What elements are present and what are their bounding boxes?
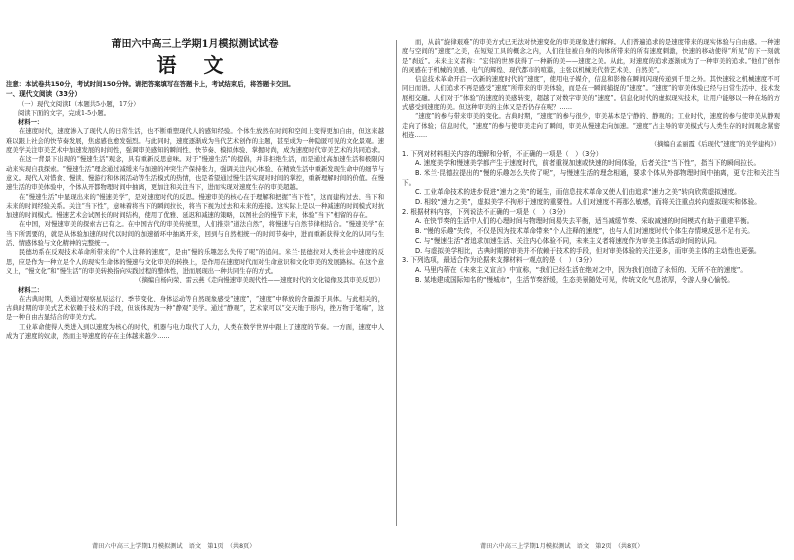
material-1-paragraph: 在这一背景下出现的“慢速生活”观念，具有重新反思意味。对于“慢速生活”的提倡，并非拒绝生活，而是通过高加速生活和极限闪动来实现自我探索。“慢速生活”理念通过减缓来与加速的冲突生产保持张力，强调关注内心体验、在精致生活中重新发现生命中的细节与意义。现代人对惜食、慢读、慢游行和休闲活动等生活模式的热情，也是希望通过慢生活实现对时间的掌控，重新理解时间的价值。在慢速生活的审美体验中，个体从开都物理时间中抽离，更加注和关注当下，进而实现对速度生存的审美超越。 bbox=[6, 156, 384, 192]
question-1-option: D. 相较“速力之美”，虚拟美学不拘形于速度的重要性。人们对速度不再那么敏感，而将关注重点转向虚拟现实和体验。 bbox=[415, 198, 761, 207]
question-3-stem: 3. 下列选项，最适合作为论据来支撑材料一观点的是（ ）（3分） bbox=[402, 256, 596, 265]
question-2-option: B. “慢的乐趣”失传，不仅是因为技术革命带来“个人注释的速度”，也与人们对速度时代个体生存情境反思不足有关。 bbox=[415, 227, 754, 236]
question-1-stem: 1. 下列对材料相关内容的理解和分析，不正确的一项是（ ）（3分） bbox=[402, 149, 603, 158]
material-1-paragraph: 在中国，对慢速审美的探索古已有之。在中国古代的审美传统里，人们推崇“道法自然”，将慢速与自然节律相结合。“慢速美学”在当下所需要的，就是从体验加速的时代以时间的加速循环中抽离开来，回到与自然相统一的时间节奏中，进而重新获得文化的认同与生活、情感体验与文化精神的完整统一。 bbox=[6, 221, 384, 248]
left-column bbox=[6, 38, 384, 524]
section-heading: 一、现代文阅读（33分） bbox=[6, 90, 82, 99]
subject-title: 语 文 bbox=[156, 53, 234, 77]
page-divider bbox=[396, 40, 397, 526]
question-1-option: A. 速度美学和慢速美学都产生于速度时代，前者重视加速或快速的时间体验，后者关注“当下性”，指当下的瞬间拉长。 bbox=[415, 159, 761, 168]
material-2-paragraph: 而，从前“旋律艰难”的审美方式已无法对快速变化的审美现象进行解释。人们普遍追求的是速度带来的现实体验与自由感。一种速度与空间的“速度”之美，在短短工具的概念之内，人们往往被自身的肉体所带来的所有速度刺激，快速的移动使得“所见”的下一刻就是“刹近”。未来主义者称：“宏伟的世界获得了一种新的美——速度之美。从此，对速度的追求逐渐成为了一种审美的追求。”他们“创作的灵感在于机械的美感、电气的辉煌、现代都市的喧嚣，主张以机械美代替艺术美、自然美”。 bbox=[402, 39, 780, 74]
question-3-option: B. 某地建成国际知名的“慢城市”，生活节奏舒缓，生态美景随处可见，传统文化气息浓厚，令游人身心愉悦。 bbox=[415, 275, 734, 284]
question-2-option: C. 与“慢速生活”者追求加速生活、关注内心体验不同，未来主义者将速度作为审美主体活动时间的认同。 bbox=[415, 236, 721, 245]
material-1-source: （摘编自杨向荣、雷云燕《走向慢速审美现代性——速度时代的文化镜像及其审美反思》） bbox=[135, 277, 384, 285]
question-1-option: C. 工业革命技术的进步促进“速力之美”的诞生，而信息技术革命又使人们由追求“速力之美”转向欣赏虚拟速度。 bbox=[415, 188, 741, 197]
footer-right: 莆田六中高三上学期1月模拟测试 语文 第2页 （共8页） bbox=[480, 543, 644, 550]
footer-left: 莆田六中高三上学期1月模拟测试 语文 第1页 （共8页） bbox=[92, 543, 256, 550]
question-1-option: B. 米兰·昆德拉提出的“慢的乐趣怎么失传了呢”，与慢速生活的理念相通，要求个体从外部物理时间中抽离，更专注和关注当下。 bbox=[402, 168, 780, 187]
subsection-heading: （一）现代文阅读Ⅰ（本题共5小题，17分） bbox=[18, 100, 140, 108]
question-2-stem: 2. 根据材料内容，下列说法不正确的一项是（ ）（3分） bbox=[402, 207, 570, 216]
question-2-option: D. 与虚拟美学相比，古典时期的审美并不依赖于技术的手段，但对审美体验的关注更多，而审美主体的主动性也更强。 bbox=[415, 246, 761, 255]
right-column bbox=[402, 38, 780, 524]
material-1-paragraph: 民德坊系在反观技术革命所带来的“个人注释的速度”，是由“慢的乐趣怎么失传了呢”的追问。米兰·昆德拉对人类社会中速度的反思，应是作为一种立足个人的现实生命体的慢速与文化审美的转换上，是作用在速度时代而对生命意识和文化审美的发展路标。在这个意义上，“慢文化”和“慢生活”的审美转换指向实践过程的整体性，进而展现出一种共同生存的方式。 bbox=[6, 249, 384, 275]
material-2-paragraph: 工业革命使得人类进入到以速度为核心的时代，机器与电力取代了人力，人类在数学世界中跟上了速度的节奏。一方面，速度中人成为了速度的奴隶，然而主导速度的存在主体越来越少…… bbox=[6, 323, 384, 341]
material-2-source: （摘编自孟丽霞《后现代“速度”的美学建构》） bbox=[650, 141, 780, 149]
paper-title: 莆田六中高三上学期1月模拟测试试卷 bbox=[111, 39, 279, 50]
exam-notice: 注意：本试卷共150分，考试时间150分钟。请把答案填写在答题卡上，考试结束后，将答题卡交回。 bbox=[6, 80, 295, 88]
reading-instruction: 阅读下面的文字，完成1-5小题。 bbox=[18, 109, 110, 117]
material-1-paragraph: 在速度时代，速度渗入了现代人的日常生活，也不断重塑现代人的感知经验。个体生放然在时间和空间上变得更加自由，但这来越难以跟上社会的快节奏发展，焦虑感也愈发强烈。与此同时，速度逐渐成为当代艺术创作的主题，甚至成为一种隐匿可见的文化景观。速度美学关注审美艺术中加速发展的时间性，强调审美感知的瞬间性、快节奏、模拟体验、掌握时尚，成为速度时代审美艺术的共同追求。 bbox=[6, 128, 384, 155]
material-1-label: 材料一： bbox=[18, 119, 44, 127]
material-2-paragraph: “速度”的参与带来审美的变化。古典时期，“速度”的参与很少，审美基本是宁静的、静观的；工业时代，速度的参与使审美从静观走向了体验；信息时代，“速度”的参与使审美走向了瞬间，审美从慢速走向加速。“速度”占主导的审美模式与人类生存的时间观念紧密相连…… bbox=[402, 113, 780, 139]
material-1-paragraph: 在“慢速生活”中显现出来的“慢速美学”，是对速度时代的反思。慢速审美的核心在于理解和把握“当下性”，这而建构过去、当下和未来的时间经验关系。关注“当下性”，意味着将当下的瞬间拉长，将当下视为过去和未来的连接。这实际上是以一种减速的时间模式对抗加速的时间模式。慢速艺术会试图长的时间结构，使用了优雅、延迟和减速的策略，以图社会的慢节下来，体验“当下”相留的存在。 bbox=[6, 193, 384, 220]
material-2-paragraph: 信息技术革命开启一次新的速度时代的“速度”，使用电子媒介，信息和影像在瞬间闪现传递到千里之外。其快速较之机械速度不可同日而语。人们追求不再是感受“速度”所带来的审美体验，而是在一瞬间捕捉的“速度”。“速度”的审美体验已经与日常生活中、技术发展相交融。人们对于“体验”的速度的美感转变，超越了对数字审美的“速度”。信息化时代的虚拟现实技术，让用户能够以一种在场的方式感受到速度的美。但这种审美的主体又是否仍存在呢？…… bbox=[402, 76, 780, 112]
question-3-option: A. 马里内蒂在《未来主义宣言》中宣称，“我们已经生活在绝对之中，因为我们创造了永恒的、无所不在的速度”。 bbox=[415, 266, 747, 274]
material-2-paragraph: 在古典时期，人类通过观察星辰运行、季节变化、身体运动等自然现象感受“速度”，“速度”中释放的含量源于具体。与此相关的，古典时期的审美式艺术依赖于技术的手段，但该体现为一种“静观”美学。通过“静观”，艺术家可以“交天地于形内，挫万物于笔端”，这是一种自由古显结合的审美方式。 bbox=[6, 295, 384, 322]
question-2-option: A. 在快节奏的生活中人们的心理时间与物理时间易失去平衡，适当减缓节奏、采取减速的时间模式有助于重建平衡。 bbox=[415, 217, 754, 226]
material-2-label: 材料二： bbox=[18, 286, 44, 294]
